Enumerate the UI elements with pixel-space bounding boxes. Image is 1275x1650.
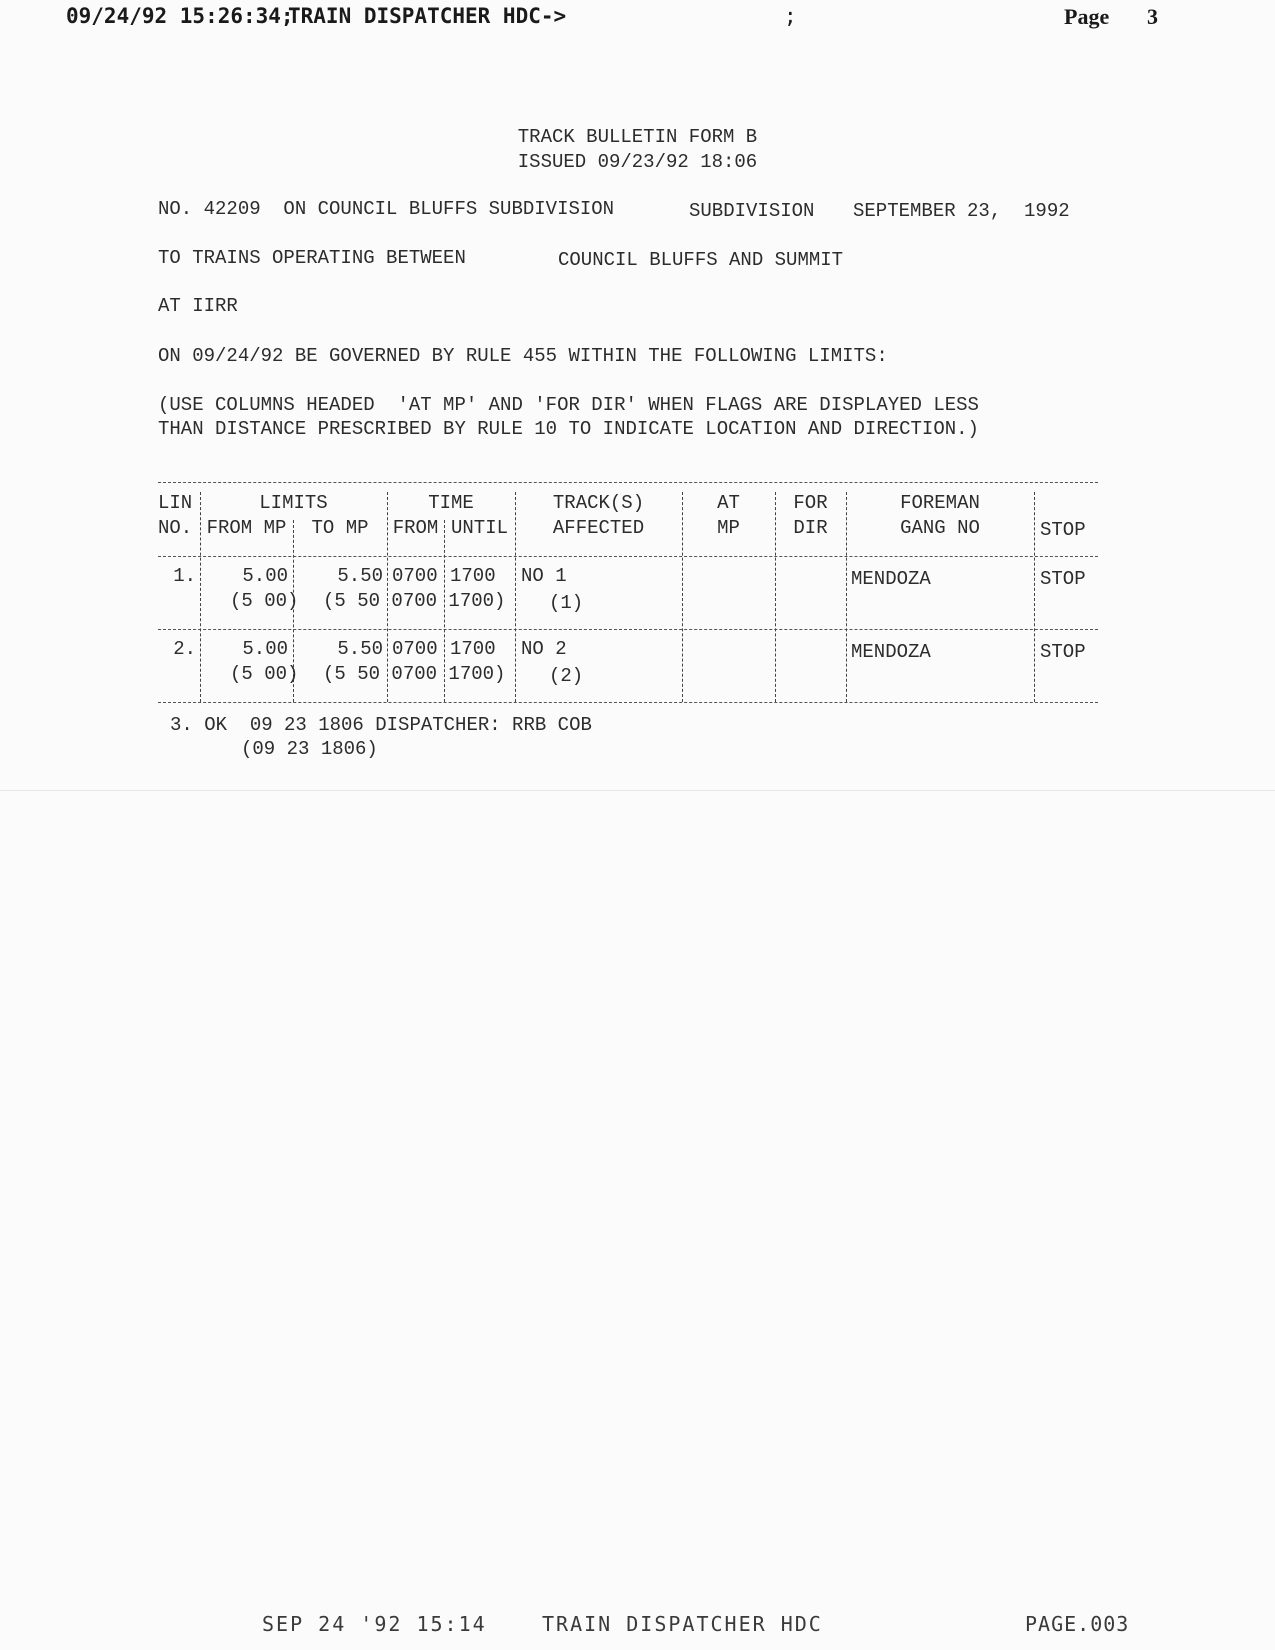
row-track: NO 1 [521, 565, 567, 587]
row-time-until: 1700 [450, 638, 496, 660]
row-repeat-from: (5 00) [230, 590, 299, 612]
table-row-rule [158, 629, 1098, 630]
header-lin: LIN [158, 492, 193, 514]
fax-footer-sender: TRAIN DISPATCHER HDC [542, 1612, 823, 1636]
row-repeat-rest: (5 50 0700 1700) [323, 590, 506, 612]
table-top-rule [158, 482, 1098, 483]
row-track: NO 2 [521, 638, 567, 660]
subdivision-word: SUBDIVISION [689, 200, 815, 222]
header-time-until: UNTIL [450, 517, 508, 539]
header-limits: LIMITS [259, 492, 328, 514]
row-from-mp: 5.00 [242, 638, 288, 660]
fax-footer-timestamp: SEP 24 '92 15:14 [262, 1612, 487, 1636]
row-to-mp: 5.50 [337, 638, 383, 660]
rule-line: ON 09/24/92 BE GOVERNED BY RULE 455 WITHIN THE FOLLOWING LIMITS: [158, 345, 888, 367]
row-repeat-rest: (5 50 0700 1700) [323, 663, 506, 685]
row-lin: 1. [173, 565, 196, 587]
header-time: TIME [428, 492, 474, 514]
row-to-mp: 5.50 [337, 565, 383, 587]
row-time-from: 0700 [392, 565, 438, 587]
header-to-mp: TO MP [311, 517, 369, 539]
row-foreman: MENDOZA [851, 568, 931, 590]
row-time-until: 1700 [450, 565, 496, 587]
trains-between: COUNCIL BLUFFS AND SUMMIT [558, 249, 844, 271]
row-lin: 2. [173, 638, 196, 660]
header-no: NO. [158, 517, 193, 539]
fax-header-page-number: 3 [1147, 4, 1158, 29]
fax-header-page-label: Page [1064, 4, 1110, 29]
header-for-dir: DIR [793, 517, 828, 539]
row-stop: STOP [1040, 641, 1086, 663]
ok-line: 3. OK 09 23 1806 DISPATCHER: RRB COB [170, 714, 592, 736]
row-from-mp: 5.00 [242, 565, 288, 587]
header-gang-no: GANG NO [900, 517, 980, 539]
fax-header-separator: ; [784, 4, 797, 28]
trains-label: TO TRAINS OPERATING BETWEEN [158, 247, 466, 269]
note-line-1: (USE COLUMNS HEADED 'AT MP' AND 'FOR DIR' WHEN FLAGS ARE DISPLAYED LESS [158, 394, 979, 416]
table-header-rule [158, 556, 1098, 557]
note-line-2: THAN DISTANCE PRESCRIBED BY RULE 10 TO INDICATE LOCATION AND DIRECTION.) [158, 418, 979, 440]
header-from-mp: FROM MP [206, 517, 287, 539]
bulletin-issued: ISSUED 09/23/92 18:06 [517, 151, 758, 173]
row-time-from: 0700 [392, 638, 438, 660]
header-time-from: FROM [392, 517, 439, 539]
at-location: AT IIRR [158, 295, 238, 317]
row-repeat-track: (1) [549, 592, 584, 614]
header-at-mp: MP [717, 517, 740, 539]
row-repeat-from: (5 00) [230, 663, 299, 685]
header-stop: STOP [1040, 519, 1086, 541]
fax-header-timestamp: 09/24/92 15:26:34; [66, 4, 294, 28]
bulletin-date: SEPTEMBER 23, 1992 [853, 200, 1070, 222]
header-for: FOR [793, 492, 828, 514]
row-foreman: MENDOZA [851, 641, 931, 663]
fax-header-sender: TRAIN DISPATCHER HDC-> [288, 4, 567, 28]
bulletin-number-line: NO. 42209 ON COUNCIL BLUFFS SUBDIVISION [158, 198, 615, 220]
table-bottom-rule [158, 702, 1098, 703]
header-foreman: FOREMAN [900, 492, 980, 514]
col-divider [1034, 492, 1035, 702]
row-repeat-track: (2) [549, 665, 584, 687]
row-stop: STOP [1040, 568, 1086, 590]
bulletin-title: TRACK BULLETIN FORM B [517, 126, 758, 148]
header-at: AT [717, 492, 740, 514]
ok-repeat: (09 23 1806) [241, 738, 378, 760]
paper-fold [0, 790, 1275, 791]
header-tracks: TRACK(S) [552, 492, 645, 514]
header-affected: AFFECTED [552, 517, 645, 539]
fax-footer-page: PAGE.003 [1025, 1612, 1130, 1636]
